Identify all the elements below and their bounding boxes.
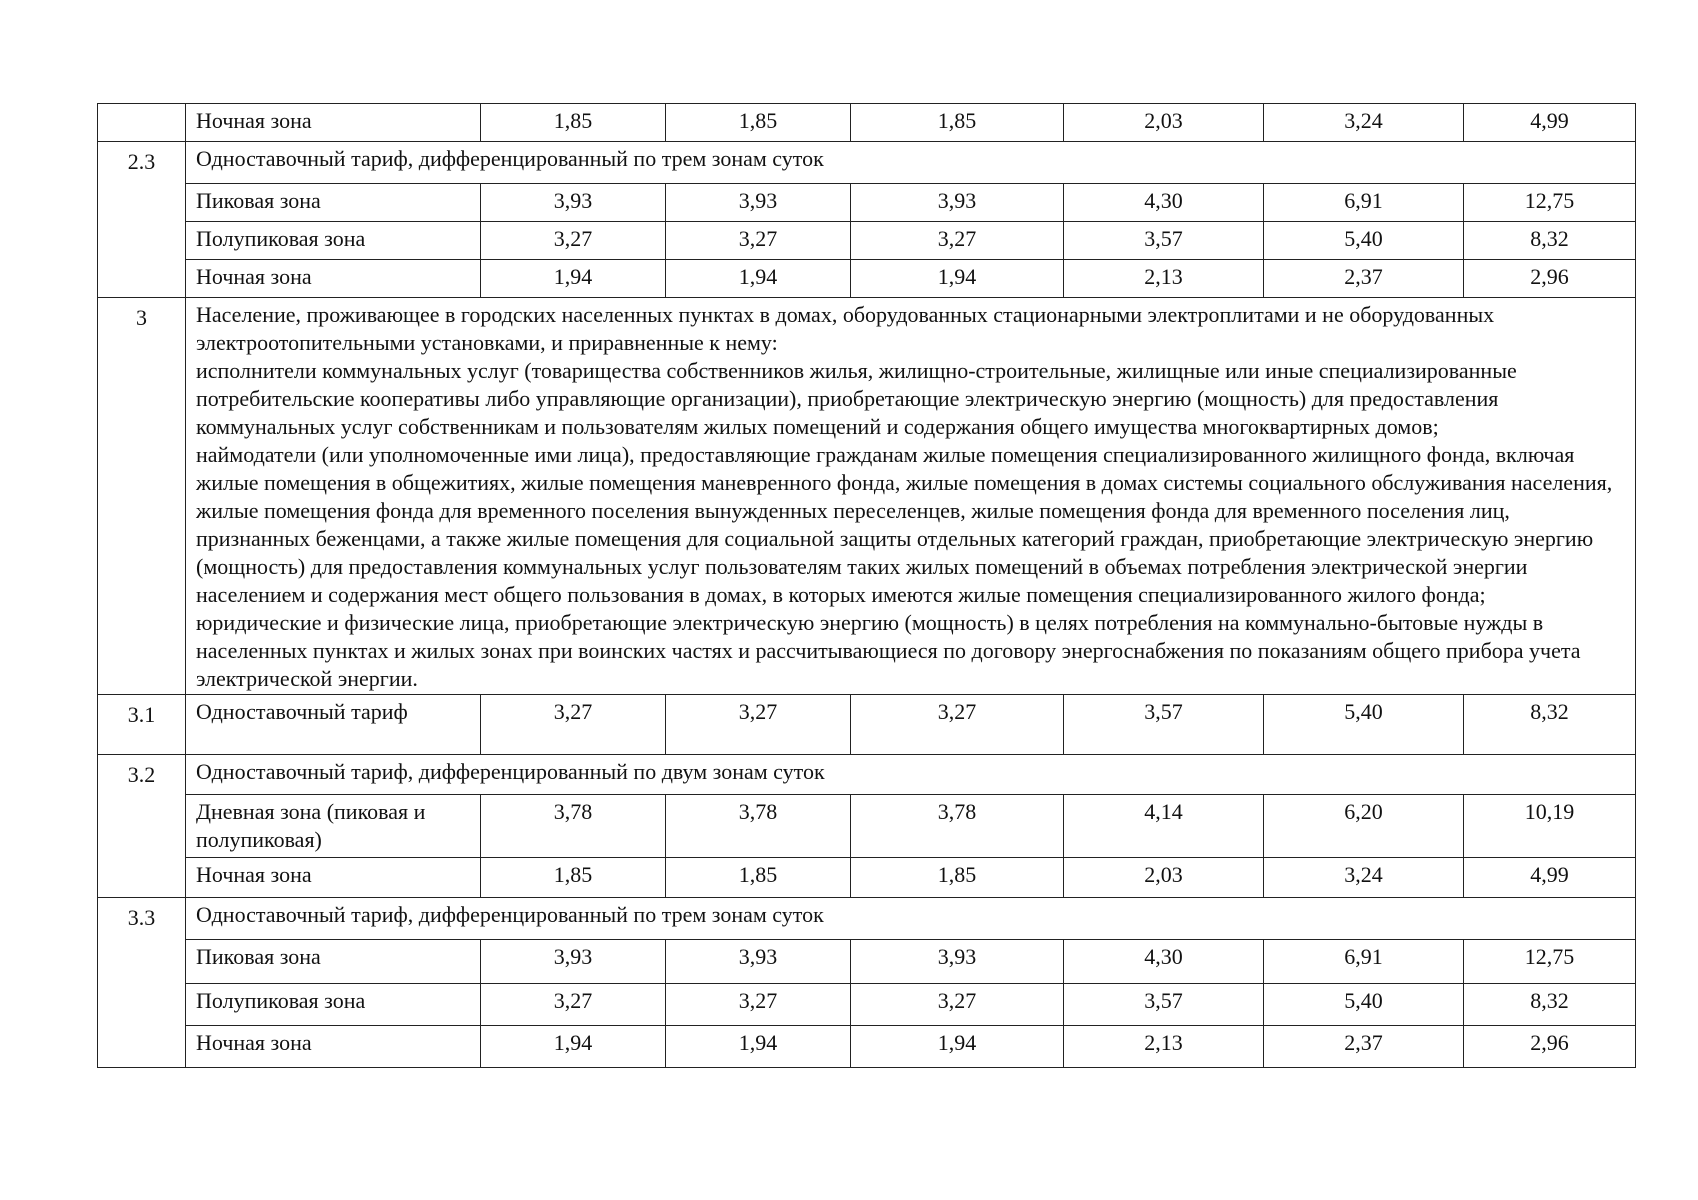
table-row	[98, 858, 1636, 898]
tariff-value: 8,32	[1464, 984, 1636, 1026]
tariff-value: 6,20	[1264, 795, 1464, 858]
section-title: Одноставочный тариф, дифференцированный по двум зонам суток	[186, 755, 1636, 795]
table-row	[98, 1026, 1636, 1068]
tariff-table	[97, 103, 1636, 1068]
tariff-value: 12,75	[1464, 184, 1636, 222]
row-label: Пиковая зона	[186, 184, 481, 222]
row-label: Дневная зона (пиковая и полупиковая)	[186, 795, 481, 858]
row-label: Одноставочный тариф	[186, 695, 481, 755]
section-row	[98, 298, 1636, 695]
tariff-value: 3,27	[481, 222, 666, 260]
tariff-value: 1,85	[481, 858, 666, 898]
table-row	[98, 795, 1636, 858]
tariff-value: 3,78	[666, 795, 851, 858]
tariff-value: 4,30	[1064, 940, 1264, 984]
tariff-value: 3,78	[851, 795, 1064, 858]
section-number	[98, 104, 186, 142]
tariff-value: 1,94	[666, 1026, 851, 1068]
tariff-value: 3,93	[851, 940, 1064, 984]
tariff-value: 3,93	[666, 184, 851, 222]
row-label: Ночная зона	[186, 858, 481, 898]
tariff-value: 3,27	[481, 695, 666, 755]
tariff-value: 12,75	[1464, 940, 1636, 984]
table-row	[98, 695, 1636, 755]
tariff-value: 2,03	[1064, 858, 1264, 898]
tariff-value: 1,94	[851, 260, 1064, 298]
row-label: Полупиковая зона	[186, 984, 481, 1026]
tariff-value: 2,37	[1264, 1026, 1464, 1068]
tariff-value: 3,93	[481, 184, 666, 222]
tariff-value: 3,93	[851, 184, 1064, 222]
tariff-value: 3,27	[851, 222, 1064, 260]
tariff-value: 2,13	[1064, 1026, 1264, 1068]
tariff-value: 3,24	[1264, 858, 1464, 898]
row-label: Ночная зона	[186, 1026, 481, 1068]
table-row	[98, 222, 1636, 260]
tariff-value: 6,91	[1264, 184, 1464, 222]
tariff-value: 8,32	[1464, 695, 1636, 755]
tariff-value: 3,27	[851, 984, 1064, 1026]
section-number: 3.2	[98, 755, 186, 898]
tariff-value: 4,99	[1464, 104, 1636, 142]
tariff-value: 1,94	[481, 1026, 666, 1068]
tariff-value: 2,03	[1064, 104, 1264, 142]
row-label: Пиковая зона	[186, 940, 481, 984]
tariff-value: 1,85	[481, 104, 666, 142]
tariff-value: 8,32	[1464, 222, 1636, 260]
tariff-value: 1,94	[851, 1026, 1064, 1068]
tariff-value: 1,85	[851, 104, 1064, 142]
row-label: Ночная зона	[186, 260, 481, 298]
tariff-value: 3,24	[1264, 104, 1464, 142]
tariff-value: 3,57	[1064, 695, 1264, 755]
tariff-value: 3,57	[1064, 984, 1264, 1026]
tariff-value: 1,85	[851, 858, 1064, 898]
section-title: Одноставочный тариф, дифференцированный по трем зонам суток	[186, 142, 1636, 184]
table-row	[98, 184, 1636, 222]
tariff-value: 2,96	[1464, 260, 1636, 298]
tariff-value: 3,27	[666, 222, 851, 260]
tariff-value: 3,27	[481, 984, 666, 1026]
tariff-value: 3,93	[666, 940, 851, 984]
section-title: Одноставочный тариф, дифференцированный по трем зонам суток	[186, 898, 1636, 940]
tariff-value: 5,40	[1264, 695, 1464, 755]
tariff-value: 2,13	[1064, 260, 1264, 298]
section-number: 2.3	[98, 142, 186, 298]
description-paragraph: юридические и физические лица, приобретающие электрическую энергию (мощность) в целях потребления на коммунально-бытовые нужды в населенных пунктах и жилых зонах при воинских частях и рассчитывающиеся по договору энергоснабжения по показаниям общего прибора учета электрической энергии.	[196, 610, 1581, 691]
section-number: 3	[98, 298, 186, 695]
section-title-row	[98, 755, 1636, 795]
tariff-value: 3,27	[666, 984, 851, 1026]
section-number: 3.3	[98, 898, 186, 1068]
tariff-value: 5,40	[1264, 222, 1464, 260]
tariff-value: 2,96	[1464, 1026, 1636, 1068]
tariff-value: 3,57	[1064, 222, 1264, 260]
table-row	[98, 940, 1636, 984]
tariff-value: 10,19	[1464, 795, 1636, 858]
row-label: Полупиковая зона	[186, 222, 481, 260]
tariff-value: 1,85	[666, 104, 851, 142]
table-row	[98, 984, 1636, 1026]
tariff-value: 4,99	[1464, 858, 1636, 898]
tariff-value: 3,27	[851, 695, 1064, 755]
tariff-value: 2,37	[1264, 260, 1464, 298]
description-paragraph: наймодатели (или уполномоченные ими лица), предоставляющие гражданам жилые помещения специализированного жилищного фонда, включая жилые помещения в общежитиях, жилые помещения маневренного фонда, жилые помещения в домах системы социального обслуживания населения, жилые помещения фонда для временного поселения вынужденных переселенцев, жилые помещения фонда для временного поселения лиц, признанных беженцами, а также жилые помещения для социальной защиты отдельных категорий граждан, приобретающие электрическую энергию (мощность) для предоставления коммунальных услуг пользователям таких жилых помещений в объемах потребления электрической энергии населением и содержания мест общего пользования в домах, в которых имеются жилые помещения специализированного жилого фонда;	[196, 442, 1613, 607]
tariff-value: 6,91	[1264, 940, 1464, 984]
tariff-table-body	[98, 104, 1636, 1068]
tariff-value: 3,93	[481, 940, 666, 984]
tariff-value: 3,27	[666, 695, 851, 755]
tariff-value: 3,78	[481, 795, 666, 858]
tariff-value: 4,14	[1064, 795, 1264, 858]
description-paragraph: исполнители коммунальных услуг (товарищества собственников жилья, жилищно-строительные, жилищные или иные специализированные потребительские кооперативы либо управляющие организации), приобретающие электрическую энергию (мощность) для предоставления коммунальных услуг собственникам и пользователям жилых помещений и содержания общего имущества многоквартирных домов;	[196, 358, 1517, 439]
section-title-row	[98, 898, 1636, 940]
tariff-value: 5,40	[1264, 984, 1464, 1026]
description-paragraph: Население, проживающее в городских населенных пунктах в домах, оборудованных стационарными электроплитами и не оборудованных электроотопительными установками, и приравненные к нему:	[196, 302, 1495, 355]
tariff-value: 1,85	[666, 858, 851, 898]
section-title-row	[98, 142, 1636, 184]
tariff-value: 1,94	[666, 260, 851, 298]
tariff-value: 4,30	[1064, 184, 1264, 222]
section-number: 3.1	[98, 695, 186, 755]
row-label: Ночная зона	[186, 104, 481, 142]
table-row	[98, 104, 1636, 142]
tariff-value: 1,94	[481, 260, 666, 298]
section-description	[186, 298, 1636, 695]
table-row	[98, 260, 1636, 298]
